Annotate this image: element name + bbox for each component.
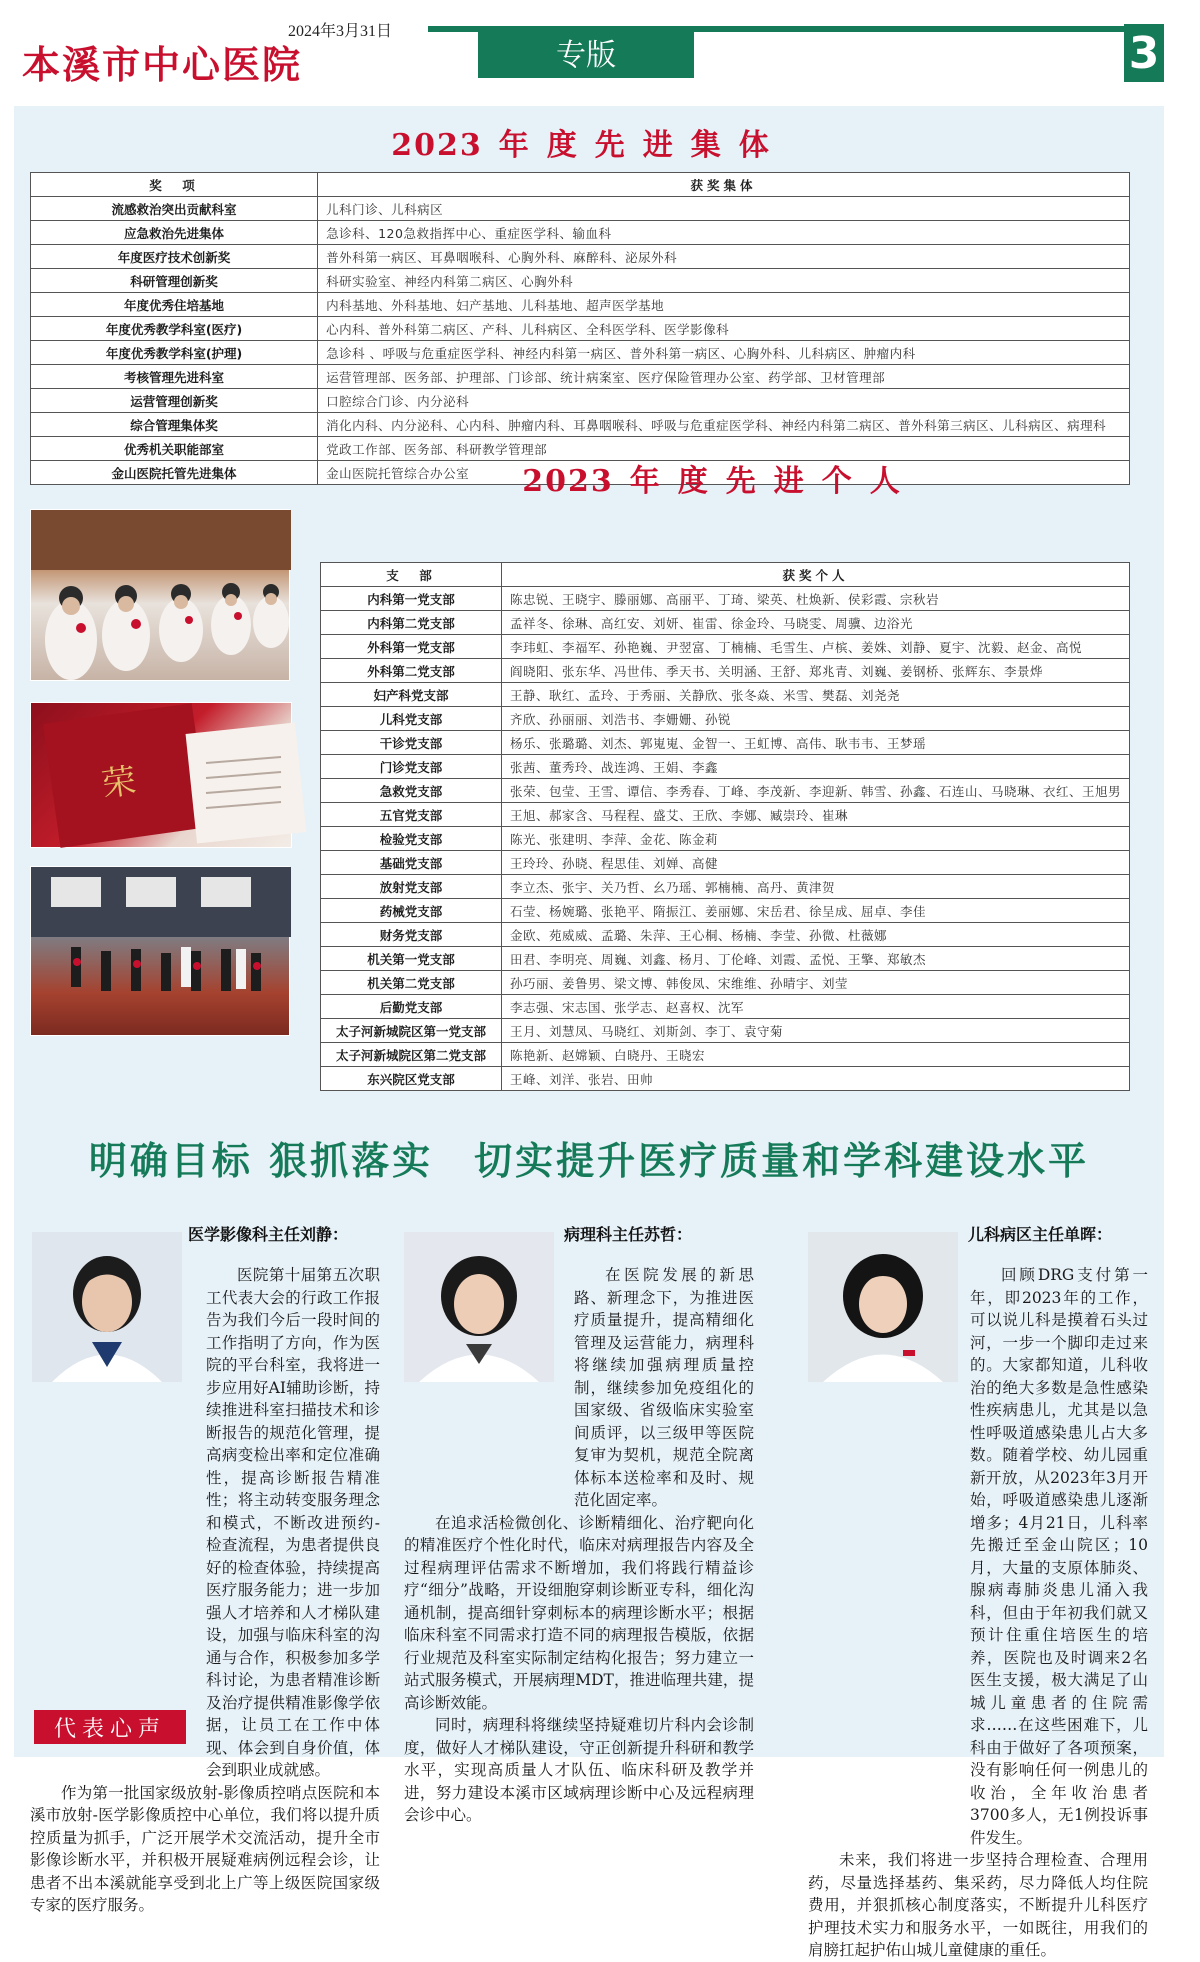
award-category-cell: 机关第一党支部: [321, 947, 502, 971]
table-row: [31, 293, 1130, 317]
article-paragraph: 作为第一批国家级放射-影像质控哨点医院和本溪市放射-医学影像质控中心单位，我们将以提升质控质量为抓手，广泛开展学术交流活动，提升全市影像诊断水平，并积极开展疑难病例远程会诊，让患者不出本溪就能享受到北上广等上级医院国家级专家的医疗服务。: [30, 1783, 380, 1914]
table-header-row: [321, 563, 1130, 587]
table-row: [321, 875, 1130, 899]
award-category-cell: 机关第二党支部: [321, 971, 502, 995]
header-winners: 获奖集体: [318, 173, 1130, 197]
award-category-cell: 内科第一党支部: [321, 587, 502, 611]
individual-title-year: 2023: [522, 464, 614, 499]
award-recipients-cell: 张荣、包莹、王雪、谭信、李秀春、丁峰、李茂新、李迎新、韩雪、孙鑫、石连山、马晓琳、衣红、王旭男: [501, 779, 1129, 803]
table-row: [31, 269, 1130, 293]
award-recipients-cell: 陈忠锐、王晓宇、滕丽娜、高丽平、丁琦、梁英、杜焕新、侯彩霞、宗秋岩: [501, 587, 1129, 611]
headline: 明确目标 狠抓落实 切实提升医疗质量和学科建设水平: [88, 1138, 1090, 1183]
section-tab: 专版: [478, 26, 694, 78]
award-category-cell: 内科第二党支部: [321, 611, 502, 635]
article-title: 儿科病区主任单晖：: [968, 1225, 1113, 1244]
award-recipients-cell: 运营管理部、医务部、护理部、门诊部、统计病案室、医疗保险管理办公室、药学部、卫材管理部: [318, 365, 1130, 389]
table-row: [31, 197, 1130, 221]
award-recipients-cell: 李立杰、张宇、关乃哲、幺乃瑶、郭楠楠、高丹、黄津贺: [501, 875, 1129, 899]
award-recipients-cell: 内科基地、外科基地、妇产基地、儿科基地、超声医学基地: [318, 293, 1130, 317]
table-row: [31, 221, 1130, 245]
article-paragraph: 未来，我们将进一步坚持合理检查、合理用药，尽量选择基药、集采药，尽力降低人均住院费用，并狠抓核心制度落实，不断提升儿科医疗护理技术实力和服务水平，一如既往，用我们的肩膀扛起护佑山城儿童健康的重任。: [808, 1851, 1148, 1959]
award-category-cell: 急救党支部: [321, 779, 502, 803]
award-recipients-cell: 齐欣、孙丽丽、刘浩书、李姗姗、孙锐: [501, 707, 1129, 731]
award-recipients-cell: 金欧、苑威威、孟璐、朱萍、王心桐、杨楠、李莹、孙微、杜薇娜: [501, 923, 1129, 947]
table-row: [31, 317, 1130, 341]
table-row: [31, 365, 1130, 389]
header-individuals: 获奖个人: [501, 563, 1129, 587]
award-recipients-cell: 李玮虹、李福军、孙艳巍、尹翌富、丁楠楠、毛雪生、卢槟、姜姝、刘静、夏宇、沈毅、赵金、高悦: [501, 635, 1129, 659]
table-row: [321, 995, 1130, 1019]
table-row: [321, 899, 1130, 923]
award-category-cell: 优秀机关职能部室: [31, 437, 318, 461]
award-recipients-cell: 金山医院托管综合办公室: [318, 461, 1130, 485]
award-category-cell: 年度优秀住培基地: [31, 293, 318, 317]
individual-title: [290, 456, 1150, 500]
table-row: [321, 1019, 1130, 1043]
award-category-cell: 年度医疗技术创新奖: [31, 245, 318, 269]
award-recipients-cell: 王月、刘慧凤、马晓红、刘斯剑、李丁、袁守菊: [501, 1019, 1129, 1043]
award-category-cell: 综合管理集体奖: [31, 413, 318, 437]
article-paragraph: 在医院发展的新思路、新理念下，为推进医疗质量提升，提高精细化管理及运营能力，病理科将继续加强病理质量控制，继续参加免疫组化的国家级、省级临床实验室间质评，以三级甲等医院复审为契机，规范全院离体标本送检率和及时、规范化固定率。: [574, 1266, 754, 1509]
award-category-cell: 放射党支部: [321, 875, 502, 899]
paper-name: 本溪市中心医院: [22, 42, 303, 87]
masthead: [0, 0, 1200, 100]
table-row: [321, 803, 1130, 827]
meeting-audience-photo: [30, 509, 290, 681]
table-row: [31, 341, 1130, 365]
article-paragraph: 回顾DRG支付第一年，即2023年的工作，可以说儿科是摸着石头过河，一步一个脚印走过来的。大家都知道，儿科收治的绝大多数是急性感染性疾病患儿，尤其是以急性呼吸道感染患儿占大多数。随着学校、幼儿园重新开放，从2023年3月开始，呼吸道感染患儿逐渐增多；4月21日，儿科率先搬迁至金山院区；10月，大量的支原体肺炎、腺病毒肺炎患儿涌入我科，但由于年初我们就又预计住重住培医生的培养，医院也及时调来2名医生支援，极大满足了山城儿童患者的住院需求……在这些困难下，儿科由于做好了各项预案，没有影响任何一例患儿的收治，全年收治患者3700多人，无1例投诉事件发生。: [970, 1266, 1148, 1847]
award-category-cell: 基础党支部: [321, 851, 502, 875]
award-category-cell: 应急救治先进集体: [31, 221, 318, 245]
award-recipients-cell: 孟祥冬、徐琳、高红安、刘妍、崔雷、徐金玲、马晓雯、周骥、边浴光: [501, 611, 1129, 635]
table-row: [321, 947, 1130, 971]
award-recipients-cell: 杨乐、张璐璐、刘杰、郭嵬嵬、金智一、王虹博、高伟、耿韦韦、王梦瑶: [501, 731, 1129, 755]
article-body: [808, 1264, 1148, 1962]
article-paragraph: 在追求活检微创化、诊断精细化、治疗靶向化的精准医疗个性化时代，临床对病理报告内容及全过程病理评估需求不断增加，我们将践行精益诊疗“细分”战略，开设细胞穿刺诊断亚专科，细化沟通机制，提高细针穿刺标本的病理诊断水平；根据临床科室不同需求打造不同的病理报告模版，依据行业规范及科室实际制定结构化报告；努力建立一站式服务模式，开展病理MDT，推进临理共建，提高诊断效能。: [404, 1513, 754, 1712]
award-recipients-cell: 王静、耿红、孟玲、于秀丽、关静欣、张冬焱、米雪、樊磊、刘尧尧: [501, 683, 1129, 707]
award-category-cell: 考核管理先进科室: [31, 365, 318, 389]
article-body: [30, 1264, 380, 1917]
award-recipients-cell: 急诊科 、呼吸与危重症医学科、神经内科第一病区、普外科第一病区、心胸外科、儿科病区、肿瘤内科: [318, 341, 1130, 365]
individual-table: [320, 562, 1130, 1091]
article-paragraph: 同时，病理科将继续坚持疑难切片科内会诊制度，做好人才梯队建设，守正创新提升科研和教学水平，实现高质量人才队伍、临床科研及教学并进，努力建设本溪市区域病理诊断中心及远程病理会诊中心。: [404, 1716, 754, 1824]
representative-voice-tag: 代表心声: [34, 1710, 186, 1744]
award-recipients-cell: 急诊科、120急救指挥中心、重症医学科、输血科: [318, 221, 1130, 245]
award-category-cell: 流感救治突出贡献科室: [31, 197, 318, 221]
award-category-cell: 后勤党支部: [321, 995, 502, 1019]
award-category-cell: 门诊党支部: [321, 755, 502, 779]
table-row: [321, 923, 1130, 947]
table-row: [31, 389, 1130, 413]
award-category-cell: 年度优秀教学科室(护理): [31, 341, 318, 365]
header-award: 奖 项: [31, 173, 318, 197]
award-category-cell: 东兴院区党支部: [321, 1067, 502, 1091]
table-row: [321, 587, 1130, 611]
award-recipients-cell: 孙巧丽、姜鲁男、梁文博、韩俊凤、宋维维、孙晴宇、刘莹: [501, 971, 1129, 995]
award-category-cell: 运营管理创新奖: [31, 389, 318, 413]
award-category-cell: 财务党支部: [321, 923, 502, 947]
award-category-cell: 干诊党支部: [321, 731, 502, 755]
award-recipients-cell: 科研实验室、神经内科第二病区、心胸外科: [318, 269, 1130, 293]
award-category-cell: 儿科党支部: [321, 707, 502, 731]
award-recipients-cell: 阎晓阳、张东华、冯世伟、季天书、关明涵、王舒、郑兆青、刘巍、姜钢桥、张辉东、李景烨: [501, 659, 1129, 683]
collective-title-year: 2023: [391, 128, 483, 163]
table-row: [321, 611, 1130, 635]
article-body: [404, 1264, 754, 1827]
award-recipients-cell: 陈光、张建明、李萍、金花、陈金莉: [501, 827, 1129, 851]
award-category-cell: 外科第二党支部: [321, 659, 502, 683]
article-title: 病理科主任苏哲：: [564, 1225, 693, 1244]
table-row: [321, 683, 1130, 707]
award-recipients-cell: 陈艳新、赵嫦颖、白晓丹、王晓宏: [501, 1043, 1129, 1067]
award-recipients-cell: 儿科门诊、儿科病区: [318, 197, 1130, 221]
award-category-cell: 太子河新城院区第二党支部: [321, 1043, 502, 1067]
award-category-cell: 检验党支部: [321, 827, 502, 851]
award-recipients-cell: 王峰、刘洋、张岩、田帅: [501, 1067, 1129, 1091]
individual-title-text: 年度先进个人: [629, 464, 918, 499]
award-ceremony-photo: [30, 866, 290, 1036]
award-recipients-cell: 口腔综合门诊、内分泌科: [318, 389, 1130, 413]
table-row: [321, 1067, 1130, 1091]
table-header-row: [31, 173, 1130, 197]
collective-table: [30, 172, 1130, 485]
award-category-cell: 年度优秀教学科室(医疗): [31, 317, 318, 341]
award-recipients-cell: 石莹、杨婉璐、张艳平、隋振江、姜丽娜、宋岳君、徐呈成、屈卓、李佳: [501, 899, 1129, 923]
award-category-cell: 妇产科党支部: [321, 683, 502, 707]
table-row: [321, 731, 1130, 755]
collective-title-text: 年度先进集体: [498, 128, 787, 163]
award-category-cell: 药械党支部: [321, 899, 502, 923]
award-recipients-cell: 党政工作部、医务部、科研教学管理部: [318, 437, 1130, 461]
article-paragraph: 医院第十届第五次职工代表大会的行政工作报告为我们今后一段时间的工作指明了方向，作为医院的平台科室，我将进一步应用好AI辅助诊断，持续推进科室扫描技术和诊断报告的规范化管理，提高病变检出率和定位准确性，提高诊断报告精准性；将主动转变服务理念和模式，不断改进预约-检查流程，为患者提供良好的检查体验，持续提高医疗服务能力；进一步加强人才培养和人才梯队建设，加强与临床科室的沟通与合作，积极参加多学科讨论，为患者精准诊断及治疗提供精准影像学依据，让员工在工作中体现、体会到自身价值，体会到职业成就感。: [206, 1266, 380, 1779]
table-row: [321, 635, 1130, 659]
award-category-cell: 金山医院托管先进集体: [31, 461, 318, 485]
table-row: [321, 779, 1130, 803]
svg-text:荣: 荣: [99, 760, 139, 806]
page-number: 3: [1124, 24, 1164, 82]
award-recipients-cell: 消化内科、内分泌科、心内科、肿瘤内科、耳鼻咽喉科、呼吸与危重症医学科、神经内科第二病区、普外科第三病区、儿科病区、病理科: [318, 413, 1130, 437]
table-row: [321, 971, 1130, 995]
award-recipients-cell: 张茜、董秀玲、战连鸿、王娟、李鑫: [501, 755, 1129, 779]
table-row: [321, 1043, 1130, 1067]
award-recipients-cell: 田君、李明亮、周巍、刘鑫、杨月、丁伦峰、刘霞、孟悦、王擎、郑敏杰: [501, 947, 1129, 971]
honor-certificate-photo: [30, 702, 292, 848]
award-recipients-cell: 普外科第一病区、耳鼻咽喉科、心胸外科、麻醉科、泌尿外科: [318, 245, 1130, 269]
table-row: [321, 755, 1130, 779]
table-row: [321, 707, 1130, 731]
award-category-cell: 科研管理创新奖: [31, 269, 318, 293]
award-recipients-cell: 心内科、普外科第二病区、产科、儿科病区、全科医学科、医学影像科: [318, 317, 1130, 341]
table-row: [321, 851, 1130, 875]
award-recipients-cell: 李志强、宋志国、张学志、赵喜权、沈军: [501, 995, 1129, 1019]
award-category-cell: 太子河新城院区第一党支部: [321, 1019, 502, 1043]
table-row: [31, 413, 1130, 437]
table-row: [321, 827, 1130, 851]
table-row: [31, 245, 1130, 269]
article-title: 医学影像科主任刘静：: [188, 1225, 349, 1244]
award-recipients-cell: 王旭、郝家含、马程程、盛艾、王欣、李娜、臧崇玲、崔琳: [501, 803, 1129, 827]
award-category-cell: 外科第一党支部: [321, 635, 502, 659]
issue-date: 2024年3月31日: [288, 23, 393, 40]
table-row: [321, 659, 1130, 683]
award-recipients-cell: 王玲玲、孙晓、程思佳、刘婵、高健: [501, 851, 1129, 875]
header-branch: 支 部: [321, 563, 502, 587]
collective-title: [14, 120, 1164, 164]
award-category-cell: 五官党支部: [321, 803, 502, 827]
